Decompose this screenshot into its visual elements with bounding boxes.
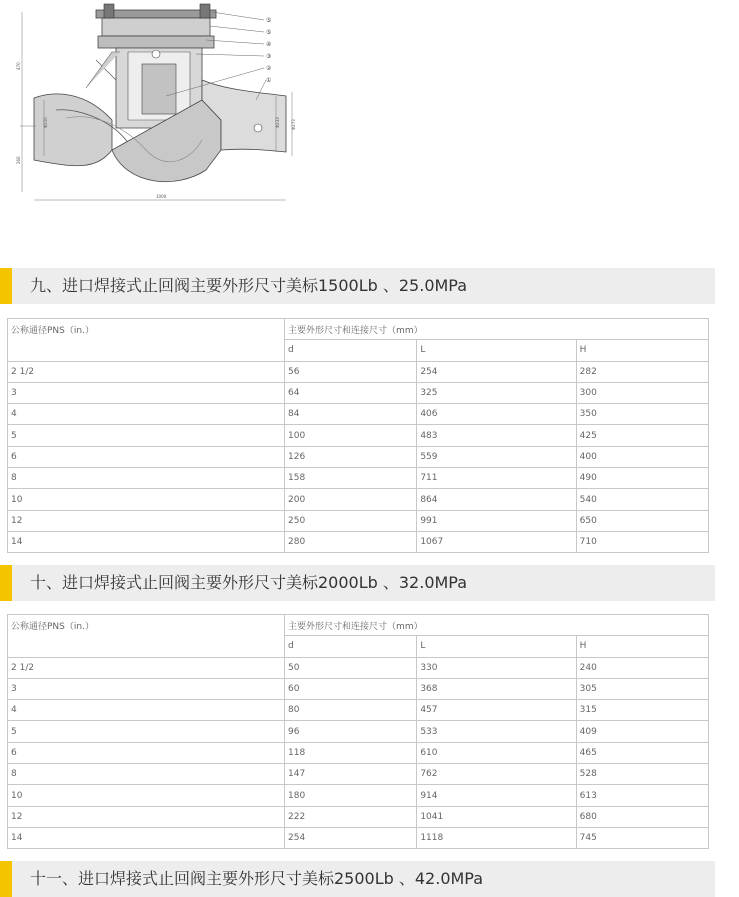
- table-row: [8, 700, 709, 721]
- table-row: [8, 785, 709, 806]
- dim-outer-b: Φ273: [291, 119, 296, 130]
- cell-pns: 5: [8, 721, 285, 742]
- cell-d: 250: [285, 510, 417, 531]
- cell-L: 483: [417, 425, 576, 446]
- callout-2: ②: [266, 65, 272, 72]
- cell-L: 325: [417, 382, 576, 403]
- header-H: H: [576, 636, 708, 657]
- header-pns: 公称通径PNS（in.）: [8, 615, 285, 658]
- cell-H: 490: [576, 468, 708, 489]
- spec-table-1500lb: [7, 318, 709, 553]
- cell-d: 200: [285, 489, 417, 510]
- cell-L: 533: [417, 721, 576, 742]
- cell-H: 282: [576, 361, 708, 382]
- cell-L: 368: [417, 678, 576, 699]
- table-row: [8, 404, 709, 425]
- header-d: d: [285, 340, 417, 361]
- section-title: 十一、进口焊接式止回阀主要外形尺寸美标2500Lb 、42.0MPa: [30, 869, 484, 888]
- cell-L: 864: [417, 489, 576, 510]
- cell-H: 540: [576, 489, 708, 510]
- cell-H: 425: [576, 425, 708, 446]
- cell-pns: 2 1/2: [8, 657, 285, 678]
- table-row: [8, 468, 709, 489]
- dim-outer-a: Φ233: [275, 117, 280, 128]
- valve-technical-drawing: [16, 0, 316, 210]
- cell-L: 406: [417, 404, 576, 425]
- cell-pns: 12: [8, 806, 285, 827]
- cell-L: 762: [417, 764, 576, 785]
- cell-L: 457: [417, 700, 576, 721]
- table-row: [8, 531, 709, 552]
- table-row: [8, 382, 709, 403]
- section-title: 十、进口焊接式止回阀主要外形尺寸美标2000Lb 、32.0MPa: [30, 573, 468, 592]
- section-heading-2000lb: [0, 565, 715, 601]
- cell-L: 914: [417, 785, 576, 806]
- cell-d: 100: [285, 425, 417, 446]
- header-d: d: [285, 636, 417, 657]
- spec-table-2000lb: [7, 614, 709, 849]
- cell-d: 50: [285, 657, 417, 678]
- cell-pns: 4: [8, 700, 285, 721]
- heading-accent-bar: [0, 268, 12, 304]
- cell-H: 680: [576, 806, 708, 827]
- cell-H: 300: [576, 382, 708, 403]
- cell-H: 745: [576, 827, 708, 848]
- cell-L: 711: [417, 468, 576, 489]
- cell-H: 650: [576, 510, 708, 531]
- cell-H: 350: [576, 404, 708, 425]
- table-header-row: [8, 615, 709, 636]
- table-row: [8, 742, 709, 763]
- cell-d: 126: [285, 446, 417, 467]
- cell-L: 610: [417, 742, 576, 763]
- cell-pns: 2 1/2: [8, 361, 285, 382]
- header-dims-group: 主要外形尺寸和连接尺寸（mm）: [285, 319, 709, 340]
- cell-H: 315: [576, 700, 708, 721]
- table-row: [8, 489, 709, 510]
- callout-4: ④: [266, 41, 272, 48]
- dim-length: 1000: [156, 194, 167, 199]
- cell-pns: 10: [8, 785, 285, 806]
- cell-pns: 3: [8, 678, 285, 699]
- cell-pns: 5: [8, 425, 285, 446]
- table-header-row: [8, 319, 709, 340]
- heading-accent-bar: [0, 565, 12, 601]
- cell-d: 280: [285, 531, 417, 552]
- cell-L: 1067: [417, 531, 576, 552]
- table-row: [8, 446, 709, 467]
- header-L: L: [417, 340, 576, 361]
- cell-L: 330: [417, 657, 576, 678]
- cell-pns: 3: [8, 382, 285, 403]
- table-row: [8, 361, 709, 382]
- cell-H: 613: [576, 785, 708, 806]
- cell-H: 305: [576, 678, 708, 699]
- table-row: [8, 721, 709, 742]
- cell-pns: 12: [8, 510, 285, 531]
- cell-pns: 14: [8, 531, 285, 552]
- cell-d: 180: [285, 785, 417, 806]
- header-L: L: [417, 636, 576, 657]
- cell-H: 465: [576, 742, 708, 763]
- callout-3: ③: [266, 53, 272, 60]
- cell-d: 222: [285, 806, 417, 827]
- cell-d: 60: [285, 678, 417, 699]
- section-title: 九、进口焊接式止回阀主要外形尺寸美标1500Lb 、25.0MPa: [30, 276, 468, 295]
- cell-d: 96: [285, 721, 417, 742]
- section-heading-2500lb: [0, 861, 715, 897]
- dim-bore: Φ210: [43, 117, 48, 128]
- table-row: [8, 678, 709, 699]
- cell-pns: 10: [8, 489, 285, 510]
- table-row: [8, 510, 709, 531]
- cell-H: 240: [576, 657, 708, 678]
- cell-d: 84: [285, 404, 417, 425]
- cell-d: 158: [285, 468, 417, 489]
- cell-d: 56: [285, 361, 417, 382]
- cell-pns: 8: [8, 468, 285, 489]
- dim-height-total: 470: [16, 62, 21, 70]
- header-H: H: [576, 340, 708, 361]
- dim-lower: 266: [16, 156, 21, 164]
- cell-d: 80: [285, 700, 417, 721]
- cell-H: 528: [576, 764, 708, 785]
- cell-L: 991: [417, 510, 576, 531]
- cell-L: 1041: [417, 806, 576, 827]
- heading-accent-bar: [0, 861, 12, 897]
- cell-d: 118: [285, 742, 417, 763]
- callout-5a: ⑤: [266, 17, 272, 24]
- cell-L: 1118: [417, 827, 576, 848]
- callout-1: ①: [266, 77, 272, 84]
- cell-pns: 8: [8, 764, 285, 785]
- cell-pns: 4: [8, 404, 285, 425]
- cell-pns: 14: [8, 827, 285, 848]
- table-row: [8, 806, 709, 827]
- cell-L: 559: [417, 446, 576, 467]
- section-heading-1500lb: [0, 268, 715, 304]
- table-row: [8, 827, 709, 848]
- table-row: [8, 425, 709, 446]
- cell-H: 710: [576, 531, 708, 552]
- cell-pns: 6: [8, 446, 285, 467]
- cell-pns: 6: [8, 742, 285, 763]
- header-dims-group: 主要外形尺寸和连接尺寸（mm）: [285, 615, 709, 636]
- cell-d: 64: [285, 382, 417, 403]
- cell-d: 254: [285, 827, 417, 848]
- table-row: [8, 657, 709, 678]
- header-pns: 公称通径PNS（in.）: [8, 319, 285, 362]
- cell-H: 409: [576, 721, 708, 742]
- cell-d: 147: [285, 764, 417, 785]
- table-row: [8, 764, 709, 785]
- callout-5b: ⑤: [266, 29, 272, 36]
- cell-L: 254: [417, 361, 576, 382]
- cell-H: 400: [576, 446, 708, 467]
